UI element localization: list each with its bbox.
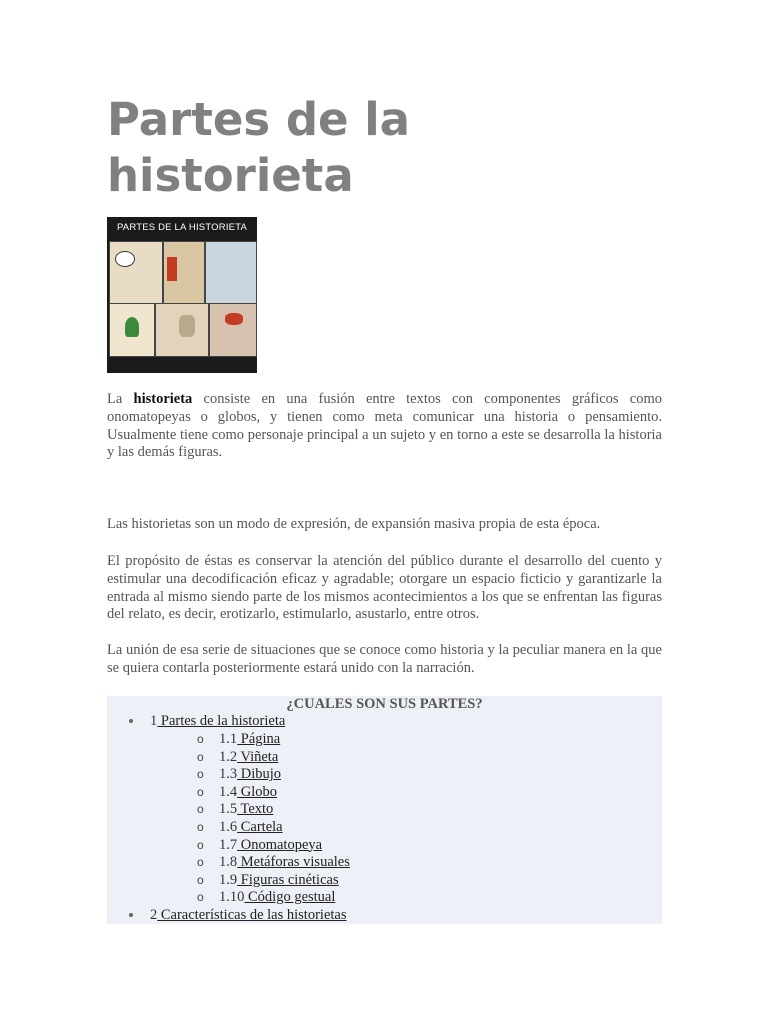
toc-link-onomatopeya[interactable]: Onomatopeya: [237, 836, 323, 853]
figure-decoration: [179, 315, 195, 337]
image-banner: PARTES DE LA HISTORIETA: [116, 222, 248, 233]
toc-heading: ¿CUALES SON SUS PARTES?: [286, 696, 483, 712]
toc-link-vineta[interactable]: Viñeta: [237, 748, 279, 765]
toc-link-caracteristicas[interactable]: Características de las historietas: [157, 907, 347, 923]
bullet-circle-icon: o: [197, 890, 204, 905]
toc-subsection: [197, 766, 281, 784]
bullet-circle-icon: o: [197, 855, 204, 870]
table-of-contents: [107, 696, 662, 924]
toc-section: [129, 907, 347, 925]
toc-subsection-number: 1.3: [219, 766, 238, 783]
toc-subsection: [197, 854, 350, 872]
figure-decoration: [225, 313, 243, 325]
toc-subsection-number: 1.5: [219, 801, 238, 818]
bullet-circle-icon: o: [197, 784, 204, 799]
toc-subsection: [197, 819, 283, 837]
paragraph: El propósito de éstas es conservar la atención del público durante el desarrollo del cuento y estimular una decodificación eficaz y agradable; otorgare un espacio ficticio y garantizarle la entrada al mismo siendo parte de los mismos acontecimientos a los que se enfrentan las figuras del relato, es decir, erotizarlo, estimularlo, asustarlo, entre otros.: [107, 553, 662, 623]
bullet-disc-icon: [129, 719, 133, 723]
toc-subsection: [197, 801, 273, 819]
toc-subsection: [197, 784, 277, 802]
toc-subsection-number: 1.7: [219, 836, 238, 853]
toc-subsection-number: 1.4: [219, 783, 238, 800]
intro-rest: consiste en una fusión entre textos con componentes gráficos como onomatopeyas o globos, y tienen como meta comunicar una historia o pensamiento. Usualmente tiene como personaje principal a un sujeto y en torno a este se desarrolla la historia y las demás figuras.: [107, 391, 663, 461]
toc-section: [129, 713, 285, 731]
intro-paragraph: [107, 391, 662, 462]
toc-link-partes[interactable]: Partes de la historieta: [157, 713, 286, 729]
toc-subsection-number: 1.1: [219, 731, 238, 747]
toc-subsection: [197, 889, 335, 907]
intro-keyword: historieta: [133, 391, 193, 407]
toc-subsection: [197, 731, 280, 749]
comic-panel: [209, 303, 257, 357]
toc-subsection: [197, 872, 339, 890]
comic-parts-image: [107, 217, 257, 373]
bullet-circle-icon: o: [197, 837, 204, 852]
bullet-circle-icon: o: [197, 749, 204, 764]
bullet-circle-icon: o: [197, 820, 204, 834]
toc-section-number: 1: [150, 713, 158, 729]
toc-link-dibujo[interactable]: Dibujo: [237, 766, 282, 783]
toc-link-globo[interactable]: Globo: [237, 783, 277, 800]
toc-link-metaforas[interactable]: Metáforas visuales: [237, 854, 350, 871]
toc-subsection: [197, 837, 322, 855]
toc-subsection-number: 1.8: [219, 854, 238, 871]
bullet-circle-icon: o: [197, 872, 204, 887]
toc-link-pagina[interactable]: Página: [237, 731, 281, 747]
bullet-circle-icon: o: [197, 802, 204, 817]
toc-link-cartela[interactable]: Cartela: [237, 819, 283, 835]
figure-decoration: [167, 257, 177, 281]
intro-prefix: La: [107, 391, 134, 407]
toc-section-number: 2: [150, 907, 158, 923]
toc-subsection: [197, 749, 278, 767]
toc-link-codigo[interactable]: Código gestual: [244, 889, 336, 906]
toc-link-texto[interactable]: Texto: [237, 801, 274, 818]
bullet-circle-icon: o: [197, 767, 204, 782]
toc-subsection-number: 1.6: [219, 819, 238, 835]
toc-subsection-number: 1.9: [219, 871, 238, 888]
bullet-disc-icon: [129, 913, 133, 917]
page-title: Partes de la historieta: [107, 93, 411, 202]
figure-decoration: [115, 251, 135, 267]
toc-subsection-number: 1.2: [219, 748, 238, 765]
figure-decoration: [125, 317, 139, 337]
toc-subsection-number: 1.10: [219, 889, 245, 906]
paragraph: La unión de esa serie de situaciones que se conoce como historia y la peculiar manera en la que se quiera contarla posteriormente estará unido con la narración.: [107, 642, 662, 676]
toc-link-figuras[interactable]: Figuras cinéticas: [237, 871, 339, 888]
paragraph: Las historietas son un modo de expresión, de expansión masiva propia de esta época.: [107, 516, 601, 532]
bullet-circle-icon: o: [197, 732, 204, 746]
